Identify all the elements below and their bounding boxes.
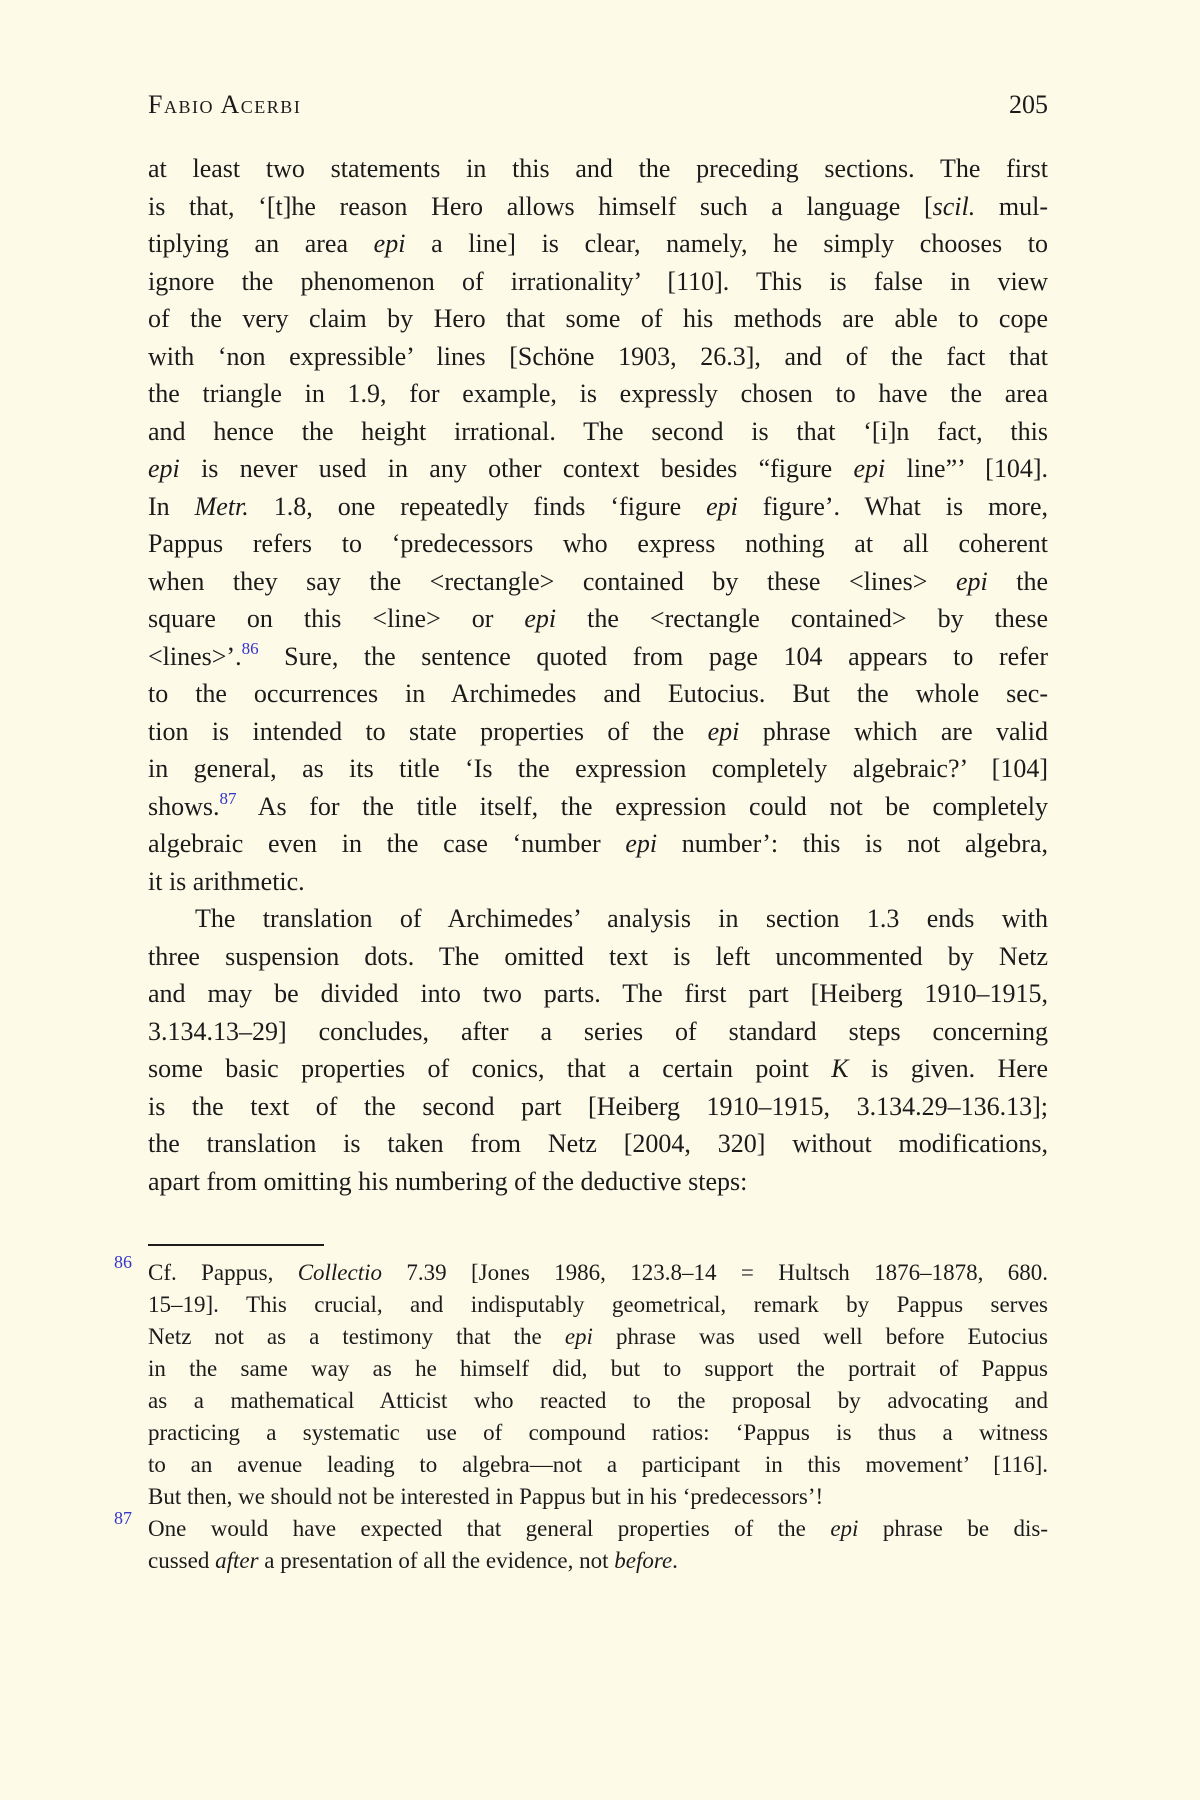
text-line [148,563,1048,601]
text-line [148,1353,1048,1385]
text-line [148,975,1048,1013]
text-run: ignore the phenomenon of irrationality’ [110]. This is false in view [148,266,1048,296]
running-header-author: Fabio Acerbi [148,90,302,119]
text-run: algebraic even in the case ‘number [148,829,626,858]
text-line [148,938,1048,976]
footnote-marker-87: 87 [114,1508,132,1528]
italic-run: epi [707,716,740,746]
footnotes-section [114,1252,1049,1577]
text-run: the triangle in 1.9, for example, is expressly chosen to have the area [148,379,1048,408]
footnote-marker-86: 86 [114,1252,132,1272]
text-run: Netz not as a testimony that the [148,1324,565,1349]
text-run: tion is intended to state properties of the [148,716,708,746]
text-run: phrase was used well before Eutocius [592,1324,1049,1349]
text-run: 3.134.13–29] concludes, after a series of standard steps concerning [148,1016,1048,1046]
italic-run: epi [564,1324,593,1349]
text-line [148,1013,1048,1051]
text-run: the <rectangle contained> by these [556,604,1048,633]
footnote-ref-87[interactable]: 87 [219,788,237,808]
text-run: phrase which are valid [739,716,1048,746]
text-run: One would have expected that general properties of the [148,1516,831,1541]
footnote-87 [114,1508,1048,1577]
italic-run: epi [148,454,180,483]
text-run: at least two statements in this and the preceding sections. The first [148,154,1048,183]
text-run: <lines>’. [148,641,242,671]
text-line [148,1088,1048,1126]
text-run: figure’. What is more, [737,491,1048,521]
text-run: In [148,491,195,521]
text-line [148,263,1048,301]
text-run: of the very claim by Hero that some of his methods are able to cope [148,304,1048,333]
text-run: practicing a systematic use of compound ratios: ‘Pappus is thus a witness [148,1420,1048,1445]
italic-run: scil. [932,191,976,221]
text-run: when they say the <rectangle> contained by these <lines> [148,566,956,596]
text-run: square on this <line> or [148,604,525,633]
text-line [148,1385,1048,1417]
text-line [148,1513,1048,1545]
text-run: and may be divided into two parts. The first part [Heiberg 1910–1915, [148,979,1048,1008]
text-line [148,1257,1048,1289]
text-line [148,1321,1048,1353]
text-run: in the same way as he himself did, but to support the portrait of Pappus [148,1356,1048,1381]
text-run: Pappus refers to ‘predecessors who express nothing at all coherent [148,529,1048,558]
text-run: 15–19]. This crucial, and indisputably geometrical, remark by Pappus serves [148,1292,1048,1317]
text-line [148,1449,1048,1481]
text-line [148,713,1048,751]
text-run: . [672,1548,678,1573]
text-run: a line] is clear, namely, he simply chooses to [405,229,1048,258]
italic-run: epi [853,454,886,483]
italic-run: K [831,1054,849,1083]
text-line [148,450,1048,488]
text-line [148,900,1048,938]
text-line [148,638,1048,676]
text-run: is the text of the second part [Heiberg 1910–1915, 3.134.29–136.13]; [148,1091,1048,1121]
text-line [148,1050,1048,1088]
text-line [148,188,1048,226]
text-run: a presentation of all the evidence, not [258,1548,615,1573]
text-run: in general, as its title ‘Is the expression completely algebraic?’ [104] [148,754,1048,783]
text-run: some basic properties of conics, that a certain point [148,1054,832,1083]
italic-run: epi [955,566,988,596]
text-line [148,225,1048,263]
text-line [148,1545,1048,1577]
footnote-86 [114,1252,1049,1513]
text-line [148,750,1048,788]
text-run: Sure, the sentence quoted from page 104 appears to refer [258,641,1048,671]
text-line [148,413,1048,451]
text-run: is never used in any other context besides “figure [179,454,854,483]
text-line [148,488,1048,526]
text-run: number’: this is not algebra, [657,829,1048,858]
text-run: apart from omitting his numbering of the deductive steps: [148,1166,748,1196]
italic-run: before [614,1548,673,1573]
text-run: cussed [148,1548,216,1573]
text-run: three suspension dots. The omitted text is left uncommented by Netz [148,941,1048,971]
text-run: the [987,566,1049,596]
text-line [148,863,1048,901]
paragraph [148,150,1048,900]
text-run: to the occurrences in Archimedes and Eutocius. But the whole sec- [148,679,1048,708]
italic-run: Metr. [194,491,249,521]
text-run: phrase be dis- [858,1516,1048,1541]
text-line [148,1417,1048,1449]
italic-run: epi [625,829,658,858]
text-line [148,1481,1048,1513]
text-line [148,825,1048,863]
text-line [148,525,1048,563]
text-line [148,1163,1048,1201]
text-run: is given. Here [848,1054,1049,1083]
text-line [148,338,1048,376]
text-run: to an avenue leading to algebra—not a participant in this movement’ [116]. [148,1452,1048,1477]
text-run: and hence the height irrational. The second is that ‘[i]n fact, this [148,416,1048,446]
text-run: is that, ‘[t]he reason Hero allows himself such a language [ [148,191,933,221]
text-line [148,150,1048,188]
text-run: with ‘non expressible’ lines [Schöne 1903, 26.3], and of the fact that [148,341,1048,371]
running-header [148,90,1048,120]
text-run: But then, we should not be interested in Pappus but in his ‘predecessors’! [148,1484,824,1509]
text-run: mul- [975,191,1049,221]
italic-run: after [215,1548,259,1573]
footnote-ref-86[interactable]: 86 [241,638,259,658]
paragraph [148,900,1048,1200]
italic-run: epi [706,491,738,521]
text-run: tiplying an area [148,229,374,258]
text-line [148,675,1048,713]
text-line [148,1289,1048,1321]
footnote-rule [148,1244,324,1246]
text-run: The translation of Archimedes’ analysis in section 1.3 ends with [195,904,1048,933]
text-line [148,600,1048,638]
text-line [148,300,1048,338]
page-number: 205 [1009,90,1048,119]
text-line [148,375,1048,413]
text-run: 1.8, one repeatedly finds ‘figure [248,491,707,521]
text-run: as a mathematical Atticist who reacted to the proposal by advocating and [148,1388,1048,1413]
italic-run: epi [524,604,557,633]
italic-run: Collectio [297,1260,383,1285]
text-run: Cf. Pappus, [148,1260,298,1285]
italic-run: epi [373,229,406,258]
text-line [148,788,1048,826]
text-line [148,1125,1048,1163]
italic-run: epi [830,1516,859,1541]
text-run: As for the title itself, the expression could not be completely [236,791,1048,821]
text-run: the translation is taken from Netz [2004, 320] without modifications, [148,1129,1048,1158]
text-run: 7.39 [Jones 1986, 123.8–14 = Hultsch 1876–1878, 680. [382,1260,1048,1285]
text-run: it is arithmetic. [148,866,305,896]
text-run: line”’ [104]. [885,454,1048,483]
text-run: shows. [148,791,220,821]
page-body [148,150,1048,1200]
